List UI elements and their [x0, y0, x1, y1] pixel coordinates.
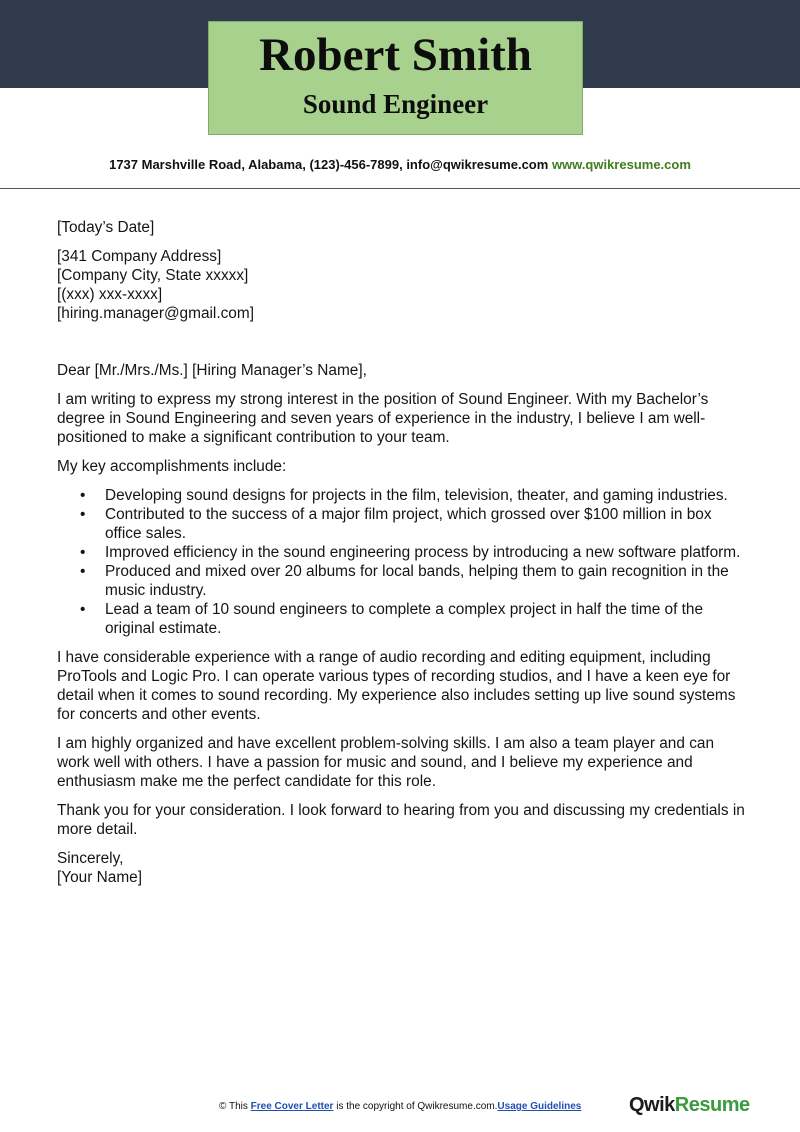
list-item: • Improved efficiency in the sound engineering process by introducing a new software platform. [105, 543, 747, 562]
footer-middle: is the copyright of Qwikresume.com. [333, 1101, 498, 1112]
contact-details: 1737 Marshville Road, Alabama, (123)-456-7899, info@qwikresume.com [109, 157, 549, 172]
recipient-address [57, 247, 747, 323]
header-divider [0, 188, 800, 189]
signature-name: [Your Name] [57, 869, 142, 886]
applicant-name: Robert Smith [259, 29, 532, 81]
free-cover-letter-link[interactable]: Free Cover Letter [250, 1101, 334, 1112]
list-item: • Contributed to the success of a major film project, which grossed over $100 million in box office sales. [105, 505, 747, 543]
list-item: • Produced and mixed over 20 albums for local bands, helping them to gain recognition in the music industry. [105, 562, 747, 600]
list-item: • Developing sound designs for projects in the film, television, theater, and gaming industries. [105, 486, 747, 505]
letter-date: [Today’s Date] [57, 219, 155, 236]
letter-body [57, 218, 747, 887]
website-link[interactable]: www.qwikresume.com [551, 157, 691, 172]
job-title: Sound Engineer [302, 89, 489, 119]
list-item: • Lead a team of 10 sound engineers to complete a complex project in half the time of the original estimate. [105, 600, 747, 638]
intro-paragraph: I am writing to express my strong interest in the position of Sound Engineer. With my Bachelor’s degree in Sound Engineering and seven years of experience in the industry, I believe I am well-positioned to make a significant contribution to your team. [57, 391, 709, 446]
usage-guidelines-link[interactable]: Usage Guidelines [497, 1101, 582, 1112]
footer-prefix: © This [219, 1101, 251, 1112]
accomplishments-heading: My key accomplishments include: [57, 458, 287, 475]
accomplishments-list [57, 486, 747, 638]
name-title-box [208, 21, 583, 135]
qwikresume-logo [629, 1094, 750, 1117]
signoff: Sincerely, [57, 850, 124, 867]
thanks-paragraph: Thank you for your consideration. I look forward to hearing from you and discussing my credentials in more detail. [57, 802, 745, 838]
address-line: [341 Company Address] [57, 248, 222, 265]
salutation: Dear [Mr./Mrs./Ms.] [Hiring Manager’s Name], [57, 362, 367, 379]
logo-part-qwik: Qwik [629, 1094, 675, 1116]
closing-block [57, 849, 747, 887]
address-line: [(xxx) xxx-xxxx] [57, 286, 163, 303]
experience-paragraph: I have considerable experience with a range of audio recording and editing equipment, including ProTools and Logic Pro. I can operate various types of recording studios, and I have a keen eye for detail when it comes to sound recording. My experience also includes setting up live sound systems for concerts and other events. [57, 649, 736, 723]
address-line: [Company City, State xxxxx] [57, 267, 249, 284]
logo-part-resume: Resume [674, 1094, 750, 1116]
footer-copyright [219, 1101, 581, 1112]
skills-paragraph: I am highly organized and have excellent problem-solving skills. I am also a team player and can work well with others. I have a passion for music and sound, and I believe my experience and enthusiasm make me the perfect candidate for this role. [57, 735, 715, 790]
address-line: [hiring.manager@gmail.com] [57, 305, 254, 322]
contact-line [0, 157, 800, 172]
